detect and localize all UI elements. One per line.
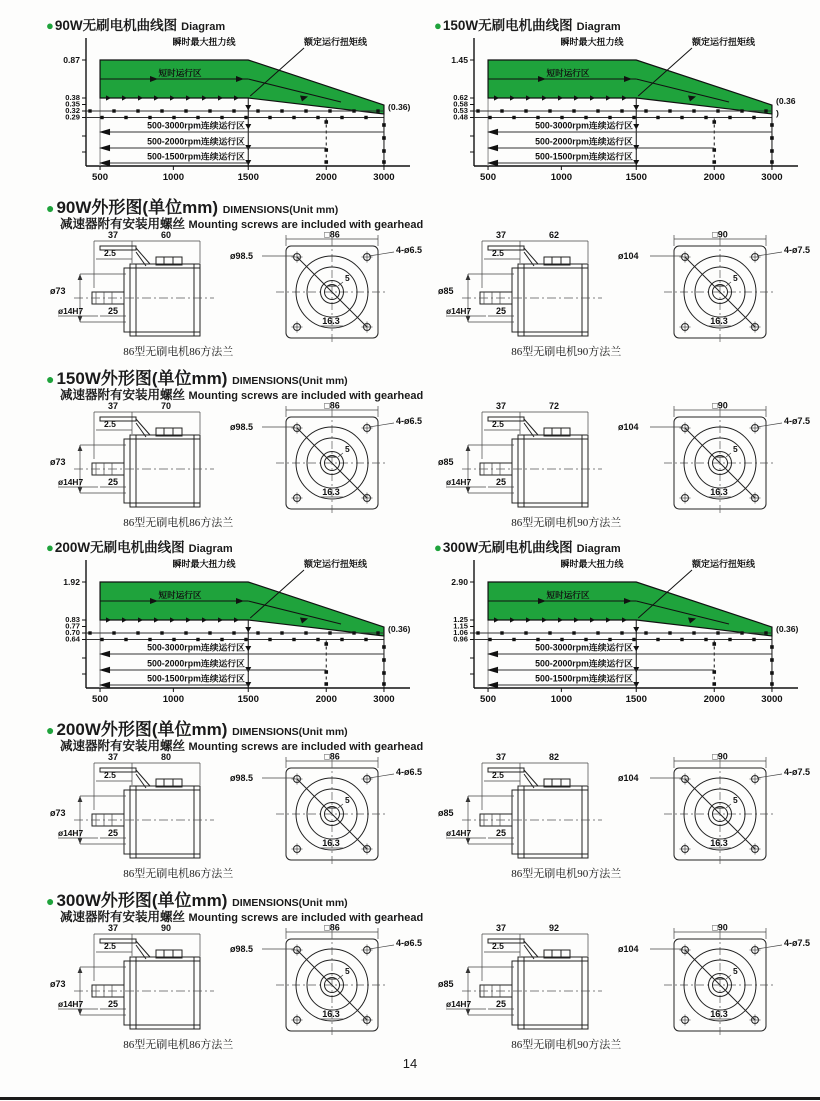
svg-text:ø73: ø73 bbox=[50, 457, 66, 467]
drawing-caption: 86型无刷电机86方法兰 bbox=[123, 346, 234, 358]
svg-text:16.3: 16.3 bbox=[322, 838, 340, 848]
svg-text:0.58: 0.58 bbox=[453, 99, 468, 109]
svg-text:1000: 1000 bbox=[550, 172, 573, 183]
section-header-zh: 90W外形图(单位mm) bbox=[56, 198, 218, 217]
svg-text:ø85: ø85 bbox=[438, 808, 454, 818]
drawing-caption: 86型无刷电机90方法兰 bbox=[511, 868, 622, 880]
svg-text:0.83: 0.83 bbox=[65, 615, 80, 624]
svg-text:ø14H7: ø14H7 bbox=[446, 828, 472, 838]
torque-speed-chart-svg bbox=[434, 32, 812, 188]
dim-half-90flange bbox=[434, 752, 812, 881]
svg-text:92: 92 bbox=[548, 923, 560, 933]
motor-flange-view-drawing bbox=[616, 923, 812, 1037]
svg-text:ø14H7: ø14H7 bbox=[58, 306, 84, 316]
dims-row bbox=[46, 752, 816, 881]
svg-text:□86: □86 bbox=[324, 401, 340, 411]
svg-text:0.62: 0.62 bbox=[453, 93, 468, 102]
svg-text:ø85: ø85 bbox=[438, 457, 454, 467]
motor-side-view-drawing bbox=[46, 923, 228, 1037]
torque-speed-chart-300w bbox=[434, 554, 812, 710]
svg-text:(0.36): (0.36) bbox=[387, 624, 411, 634]
svg-text:1000: 1000 bbox=[550, 694, 573, 705]
svg-text:0.29: 0.29 bbox=[65, 112, 80, 122]
svg-text:ø73: ø73 bbox=[50, 979, 66, 989]
svg-text:1000: 1000 bbox=[162, 694, 185, 705]
subtitle-en: Mounting screws are included with gearhead bbox=[188, 912, 424, 924]
svg-text:25: 25 bbox=[107, 999, 119, 1009]
svg-text:□86: □86 bbox=[324, 923, 340, 933]
svg-text:额定运行扭矩线: 额定运行扭矩线 bbox=[692, 559, 756, 569]
chart-block-90w bbox=[46, 14, 424, 188]
svg-text:500-1500rpm连续运行区: 500-1500rpm连续运行区 bbox=[147, 151, 245, 162]
svg-text:500: 500 bbox=[480, 172, 497, 183]
svg-text:16.3: 16.3 bbox=[710, 838, 728, 848]
svg-text:瞬时最大扭力线: 瞬时最大扭力线 bbox=[172, 37, 236, 47]
svg-text:16.3: 16.3 bbox=[710, 316, 728, 326]
svg-text:ø104: ø104 bbox=[618, 422, 639, 432]
motor-side-view-drawing bbox=[46, 401, 228, 515]
svg-text:37: 37 bbox=[495, 230, 507, 240]
svg-text:4-ø6.5: 4-ø6.5 bbox=[395, 416, 422, 426]
motor-flange-view-drawing bbox=[228, 230, 424, 344]
svg-text:4-ø7.5: 4-ø7.5 bbox=[783, 767, 810, 777]
svg-text:2.5: 2.5 bbox=[492, 941, 504, 951]
dims-row bbox=[46, 230, 816, 359]
green-bullet-icon: ● bbox=[434, 540, 442, 555]
subtitle-zh: 减速器附有安装用螺丝 bbox=[60, 388, 186, 402]
motor-side-view-drawing bbox=[434, 752, 616, 866]
svg-text:ø73: ø73 bbox=[50, 808, 66, 818]
section-subtitle bbox=[60, 385, 816, 401]
subtitle-zh: 减速器附有安装用螺丝 bbox=[60, 910, 186, 924]
drawings bbox=[46, 923, 424, 1037]
motor-side-view-svg bbox=[46, 752, 228, 866]
drawing-caption: 86型无刷电机86方法兰 bbox=[123, 1039, 234, 1051]
svg-text:5: 5 bbox=[345, 444, 350, 454]
torque-speed-chart-90w bbox=[46, 32, 424, 188]
svg-text:0.35: 0.35 bbox=[65, 99, 80, 109]
section-header bbox=[46, 715, 816, 739]
motor-side-view-drawing bbox=[46, 230, 228, 344]
drawing-caption: 86型无刷电机86方法兰 bbox=[123, 868, 234, 880]
green-bullet-icon: ● bbox=[46, 722, 55, 738]
motor-flange-view-svg bbox=[228, 230, 424, 344]
motor-side-view-svg bbox=[46, 230, 228, 344]
motor-side-view-svg bbox=[46, 923, 228, 1037]
motor-flange-view-svg bbox=[228, 752, 424, 866]
svg-text:5: 5 bbox=[733, 966, 738, 976]
svg-text:额定运行扭矩线: 额定运行扭矩线 bbox=[692, 37, 756, 47]
svg-text:1.45: 1.45 bbox=[451, 55, 468, 65]
svg-text:ø98.5: ø98.5 bbox=[230, 773, 254, 783]
dim-half-86flange bbox=[46, 923, 424, 1052]
svg-text:瞬时最大扭力线: 瞬时最大扭力线 bbox=[172, 559, 236, 569]
svg-text:500-3000rpm连续运行区: 500-3000rpm连续运行区 bbox=[147, 642, 245, 653]
page-bottom-edge bbox=[0, 1097, 820, 1100]
svg-text:2.5: 2.5 bbox=[104, 941, 116, 951]
svg-text:3000: 3000 bbox=[761, 172, 783, 183]
subtitle-zh: 减速器附有安装用螺丝 bbox=[60, 217, 186, 231]
svg-text:0.77: 0.77 bbox=[65, 621, 80, 631]
svg-text:1.06: 1.06 bbox=[453, 628, 468, 637]
svg-text:4-ø6.5: 4-ø6.5 bbox=[395, 938, 422, 948]
svg-text:16.3: 16.3 bbox=[710, 1009, 728, 1019]
green-bullet-icon: ● bbox=[46, 371, 55, 387]
svg-text:500: 500 bbox=[92, 172, 109, 183]
svg-text:3000: 3000 bbox=[373, 172, 395, 183]
motor-side-view-svg bbox=[434, 752, 616, 866]
svg-text:16.3: 16.3 bbox=[322, 316, 340, 326]
svg-text:ø98.5: ø98.5 bbox=[230, 251, 254, 261]
section-header-zh: 150W外形图(单位mm) bbox=[56, 369, 228, 388]
svg-text:ø14H7: ø14H7 bbox=[446, 999, 472, 1009]
drawing-caption: 86型无刷电机90方法兰 bbox=[511, 1039, 622, 1051]
svg-text:37: 37 bbox=[495, 752, 507, 762]
svg-text:25: 25 bbox=[495, 306, 507, 316]
section-subtitle bbox=[60, 907, 816, 923]
drawings bbox=[434, 230, 812, 344]
dim-half-90flange bbox=[434, 923, 812, 1052]
dim-half-86flange bbox=[46, 752, 424, 881]
svg-text:25: 25 bbox=[495, 477, 507, 487]
svg-text:37: 37 bbox=[495, 923, 507, 933]
subtitle-en: Mounting screws are included with gearhead bbox=[188, 390, 424, 402]
svg-text:短时运行区: 短时运行区 bbox=[546, 590, 590, 600]
dim-section-300w bbox=[0, 881, 820, 1052]
green-bullet-icon: ● bbox=[46, 540, 54, 555]
drawings bbox=[46, 401, 424, 515]
motor-flange-view-svg bbox=[616, 923, 812, 1037]
svg-text:1.15: 1.15 bbox=[453, 621, 468, 631]
svg-text:额定运行扭矩线: 额定运行扭矩线 bbox=[304, 559, 368, 569]
svg-text:3000: 3000 bbox=[373, 694, 395, 705]
section-header bbox=[46, 364, 816, 388]
svg-text:0.53: 0.53 bbox=[453, 106, 468, 115]
chart-title-en: Diagram bbox=[188, 543, 233, 555]
svg-text:4-ø6.5: 4-ø6.5 bbox=[395, 767, 422, 777]
section-header bbox=[46, 193, 816, 217]
svg-text:37: 37 bbox=[107, 230, 119, 240]
svg-text:4-ø6.5: 4-ø6.5 bbox=[395, 245, 422, 255]
svg-text:62: 62 bbox=[548, 230, 560, 240]
svg-text:16.3: 16.3 bbox=[322, 487, 340, 497]
motor-side-view-svg bbox=[434, 923, 616, 1037]
green-bullet-icon: ● bbox=[46, 18, 54, 33]
svg-text:1000: 1000 bbox=[162, 172, 185, 183]
dim-section-150w bbox=[0, 359, 820, 530]
svg-text:□86: □86 bbox=[324, 752, 340, 762]
svg-text:1500: 1500 bbox=[237, 172, 259, 183]
section-header bbox=[46, 886, 816, 910]
svg-text:2.5: 2.5 bbox=[492, 419, 504, 429]
svg-text:ø14H7: ø14H7 bbox=[58, 828, 84, 838]
dim-section-200w bbox=[0, 710, 820, 881]
drawing-caption: 86型无刷电机86方法兰 bbox=[123, 517, 234, 529]
svg-text:500-1500rpm连续运行区: 500-1500rpm连续运行区 bbox=[147, 673, 245, 684]
svg-text:2000: 2000 bbox=[315, 694, 337, 705]
svg-text:0.96: 0.96 bbox=[453, 634, 468, 644]
chart-title-en: Diagram bbox=[576, 21, 621, 33]
svg-text:2.5: 2.5 bbox=[104, 770, 116, 780]
chart-title-en: Diagram bbox=[181, 21, 226, 33]
motor-side-view-svg bbox=[434, 401, 616, 515]
svg-text:ø98.5: ø98.5 bbox=[230, 944, 254, 954]
svg-text:短时运行区: 短时运行区 bbox=[546, 68, 590, 78]
svg-text:500-2000rpm连续运行区: 500-2000rpm连续运行区 bbox=[535, 136, 633, 147]
svg-text:2.90: 2.90 bbox=[451, 577, 468, 587]
motor-flange-view-drawing bbox=[616, 752, 812, 866]
svg-text:): ) bbox=[775, 108, 779, 118]
svg-text:2.5: 2.5 bbox=[492, 248, 504, 258]
svg-text:500-3000rpm连续运行区: 500-3000rpm连续运行区 bbox=[535, 120, 633, 131]
svg-text:5: 5 bbox=[733, 273, 738, 283]
svg-text:ø14H7: ø14H7 bbox=[446, 477, 472, 487]
motor-flange-view-drawing bbox=[228, 752, 424, 866]
svg-text:(0.36: (0.36 bbox=[775, 96, 796, 106]
drawings bbox=[46, 752, 424, 866]
svg-text:短时运行区: 短时运行区 bbox=[158, 590, 202, 600]
svg-text:5: 5 bbox=[345, 795, 350, 805]
svg-text:ø85: ø85 bbox=[438, 979, 454, 989]
svg-text:4-ø7.5: 4-ø7.5 bbox=[783, 416, 810, 426]
subtitle-zh: 减速器附有安装用螺丝 bbox=[60, 739, 186, 753]
svg-text:ø85: ø85 bbox=[438, 286, 454, 296]
svg-text:5: 5 bbox=[345, 273, 350, 283]
svg-text:1500: 1500 bbox=[625, 172, 647, 183]
chart-block-150w bbox=[434, 14, 812, 188]
svg-text:(0.36): (0.36) bbox=[775, 624, 799, 634]
motor-side-view-drawing bbox=[434, 401, 616, 515]
svg-text:0.70: 0.70 bbox=[65, 628, 80, 637]
svg-text:ø104: ø104 bbox=[618, 251, 639, 261]
svg-text:500-3000rpm连续运行区: 500-3000rpm连续运行区 bbox=[147, 120, 245, 131]
drawings bbox=[46, 230, 424, 344]
svg-text:1500: 1500 bbox=[237, 694, 259, 705]
svg-text:0.64: 0.64 bbox=[65, 634, 80, 644]
section-header-en: DIMENSIONS(Unit mm) bbox=[232, 375, 348, 387]
svg-text:16.3: 16.3 bbox=[710, 487, 728, 497]
dims-row bbox=[46, 401, 816, 530]
svg-text:37: 37 bbox=[107, 923, 119, 933]
svg-text:ø98.5: ø98.5 bbox=[230, 422, 254, 432]
green-bullet-icon: ● bbox=[46, 200, 55, 216]
green-bullet-icon: ● bbox=[434, 18, 442, 33]
section-subtitle bbox=[60, 214, 816, 230]
chart-title-zh: 200W无刷电机曲线图 bbox=[54, 540, 185, 555]
svg-text:2000: 2000 bbox=[703, 172, 725, 183]
subtitle-en: Mounting screws are included with gearhead bbox=[188, 219, 424, 231]
section-header-zh: 200W外形图(单位mm) bbox=[56, 720, 228, 739]
dim-half-90flange bbox=[434, 401, 812, 530]
chart-title bbox=[434, 536, 812, 554]
svg-text:□90: □90 bbox=[712, 401, 728, 411]
svg-text:500: 500 bbox=[480, 694, 497, 705]
chart-title bbox=[46, 14, 424, 32]
motor-side-view-drawing bbox=[434, 230, 616, 344]
motor-flange-view-svg bbox=[228, 923, 424, 1037]
svg-text:16.3: 16.3 bbox=[322, 1009, 340, 1019]
green-bullet-icon: ● bbox=[46, 893, 55, 909]
section-header-en: DIMENSIONS(Unit mm) bbox=[222, 204, 339, 216]
svg-text:3000: 3000 bbox=[761, 694, 783, 705]
svg-text:□90: □90 bbox=[712, 230, 728, 240]
svg-text:□90: □90 bbox=[712, 752, 728, 762]
svg-text:□86: □86 bbox=[324, 230, 340, 240]
svg-text:ø14H7: ø14H7 bbox=[58, 477, 84, 487]
svg-text:ø14H7: ø14H7 bbox=[446, 306, 472, 316]
svg-text:短时运行区: 短时运行区 bbox=[158, 68, 202, 78]
chart-block-300w bbox=[434, 536, 812, 710]
svg-text:2.5: 2.5 bbox=[104, 419, 116, 429]
motor-flange-view-svg bbox=[616, 230, 812, 344]
svg-text:ø14H7: ø14H7 bbox=[58, 999, 84, 1009]
svg-text:37: 37 bbox=[495, 401, 507, 411]
svg-text:1500: 1500 bbox=[625, 694, 647, 705]
dims-row bbox=[46, 923, 816, 1052]
svg-text:500-1500rpm连续运行区: 500-1500rpm连续运行区 bbox=[535, 151, 633, 162]
charts-row-2 bbox=[0, 530, 820, 710]
svg-text:500-2000rpm连续运行区: 500-2000rpm连续运行区 bbox=[535, 658, 633, 669]
dim-half-90flange bbox=[434, 230, 812, 359]
svg-text:72: 72 bbox=[548, 401, 560, 411]
dim-half-86flange bbox=[46, 230, 424, 359]
motor-side-view-drawing bbox=[46, 752, 228, 866]
drawings bbox=[434, 923, 812, 1037]
svg-text:25: 25 bbox=[107, 306, 119, 316]
subtitle-en: Mounting screws are included with gearhead bbox=[188, 741, 424, 753]
chart-title-zh: 90W无刷电机曲线图 bbox=[54, 18, 178, 33]
svg-text:25: 25 bbox=[495, 828, 507, 838]
torque-speed-chart-150w bbox=[434, 32, 812, 188]
svg-text:1.25: 1.25 bbox=[453, 615, 468, 624]
section-header-en: DIMENSIONS(Unit mm) bbox=[232, 897, 348, 909]
svg-text:0.38: 0.38 bbox=[65, 93, 80, 102]
torque-speed-chart-svg bbox=[434, 554, 812, 710]
svg-text:ø104: ø104 bbox=[618, 944, 639, 954]
svg-text:500-1500rpm连续运行区: 500-1500rpm连续运行区 bbox=[535, 673, 633, 684]
motor-side-view-svg bbox=[46, 401, 228, 515]
svg-text:2.5: 2.5 bbox=[104, 248, 116, 258]
svg-text:5: 5 bbox=[733, 444, 738, 454]
svg-text:500: 500 bbox=[92, 694, 109, 705]
svg-text:80: 80 bbox=[160, 752, 172, 762]
motor-flange-view-drawing bbox=[228, 401, 424, 515]
svg-text:0.48: 0.48 bbox=[453, 112, 468, 122]
svg-text:(0.36): (0.36) bbox=[387, 102, 411, 112]
page-number: 14 bbox=[402, 1056, 418, 1071]
chart-title bbox=[46, 536, 424, 554]
svg-text:5: 5 bbox=[733, 795, 738, 805]
chart-title-zh: 300W无刷电机曲线图 bbox=[442, 540, 573, 555]
svg-text:90: 90 bbox=[160, 923, 172, 933]
svg-text:0.32: 0.32 bbox=[65, 106, 80, 115]
svg-text:4-ø7.5: 4-ø7.5 bbox=[783, 938, 810, 948]
chart-title bbox=[434, 14, 812, 32]
svg-text:2000: 2000 bbox=[315, 172, 337, 183]
motor-side-view-svg bbox=[434, 230, 616, 344]
svg-text:25: 25 bbox=[495, 999, 507, 1009]
svg-text:额定运行扭矩线: 额定运行扭矩线 bbox=[304, 37, 368, 47]
svg-text:500-3000rpm连续运行区: 500-3000rpm连续运行区 bbox=[535, 642, 633, 653]
section-subtitle bbox=[60, 736, 816, 752]
svg-text:37: 37 bbox=[107, 401, 119, 411]
motor-flange-view-svg bbox=[616, 752, 812, 866]
svg-text:4-ø7.5: 4-ø7.5 bbox=[783, 245, 810, 255]
svg-text:37: 37 bbox=[107, 752, 119, 762]
drawings bbox=[434, 401, 812, 515]
svg-text:25: 25 bbox=[107, 477, 119, 487]
motor-flange-view-drawing bbox=[616, 230, 812, 344]
section-header-en: DIMENSIONS(Unit mm) bbox=[232, 726, 348, 738]
dim-section-90w bbox=[0, 188, 820, 359]
drawings bbox=[434, 752, 812, 866]
svg-text:2000: 2000 bbox=[703, 694, 725, 705]
svg-text:0.87: 0.87 bbox=[63, 55, 80, 65]
svg-text:500-2000rpm连续运行区: 500-2000rpm连续运行区 bbox=[147, 136, 245, 147]
motor-flange-view-svg bbox=[616, 401, 812, 515]
motor-flange-view-svg bbox=[228, 401, 424, 515]
chart-block-200w bbox=[46, 536, 424, 710]
svg-text:2.5: 2.5 bbox=[492, 770, 504, 780]
svg-text:500-2000rpm连续运行区: 500-2000rpm连续运行区 bbox=[147, 658, 245, 669]
drawing-caption: 86型无刷电机90方法兰 bbox=[511, 346, 622, 358]
svg-text:70: 70 bbox=[160, 401, 172, 411]
charts-row-1 bbox=[0, 0, 820, 188]
chart-title-en: Diagram bbox=[576, 543, 621, 555]
svg-text:瞬时最大扭力线: 瞬时最大扭力线 bbox=[560, 559, 624, 569]
svg-text:ø73: ø73 bbox=[50, 286, 66, 296]
svg-text:25: 25 bbox=[107, 828, 119, 838]
drawing-caption: 86型无刷电机90方法兰 bbox=[511, 517, 622, 529]
svg-text:ø104: ø104 bbox=[618, 773, 639, 783]
motor-flange-view-drawing bbox=[228, 923, 424, 1037]
dim-half-86flange bbox=[46, 401, 424, 530]
torque-speed-chart-200w bbox=[46, 554, 424, 710]
motor-flange-view-drawing bbox=[616, 401, 812, 515]
section-header-zh: 300W外形图(单位mm) bbox=[56, 891, 228, 910]
svg-text:1.92: 1.92 bbox=[63, 577, 80, 587]
motor-side-view-drawing bbox=[434, 923, 616, 1037]
svg-text:82: 82 bbox=[548, 752, 560, 762]
svg-text:5: 5 bbox=[345, 966, 350, 976]
torque-speed-chart-svg bbox=[46, 554, 424, 710]
svg-text:瞬时最大扭力线: 瞬时最大扭力线 bbox=[560, 37, 624, 47]
svg-text:60: 60 bbox=[160, 230, 172, 240]
torque-speed-chart-svg bbox=[46, 32, 424, 188]
svg-text:□90: □90 bbox=[712, 923, 728, 933]
chart-title-zh: 150W无刷电机曲线图 bbox=[442, 18, 573, 33]
